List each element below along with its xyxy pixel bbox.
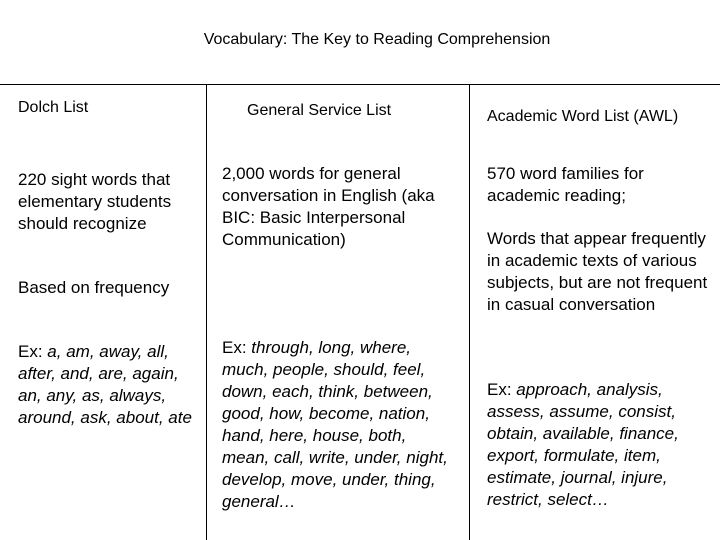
examples-prefix: Ex: [487,380,517,399]
column-note: Words that appear frequently in academic texts of various subjects, but are not frequent in casual conversation [487,229,708,314]
table-top-border [0,84,720,85]
examples-prefix: Ex: [18,342,48,361]
column-examples [18,341,203,429]
column-divider-2 [469,84,470,540]
column-note: Based on frequency [18,278,170,297]
examples-prefix: Ex: [222,338,252,357]
examples-words: through, long, where, much, people, should, feel, down, each, think, between, good, how, become, nation, hand, here, house, both, mean, call, write, under, night, develop, move, under, thing, general… [222,338,448,511]
column-examples [487,379,717,511]
column-description: 220 sight words that elementary students should recognize [18,170,172,233]
examples-words: a, am, away, all, after, and, are, again, an, any, as, always, around, ask, about, ate [18,342,192,427]
column-header: General Service List [247,102,392,119]
column-description: 570 word families for academic reading; [487,164,644,205]
examples-words: approach, analysis, assess, assume, consist, obtain, available, finance, export, formulate, item, estimate, journal, injure, restrict, select… [487,380,679,509]
column-description: 2,000 words for general conversation in English (aka BIC: Basic Interpersonal Communication) [222,164,435,249]
column-header: Academic Word List (AWL) [487,108,679,125]
column-divider-1 [206,84,207,540]
column-examples [222,337,454,513]
slide-title: Vocabulary: The Key to Reading Comprehension [203,31,551,48]
column-header: Dolch List [18,99,89,116]
